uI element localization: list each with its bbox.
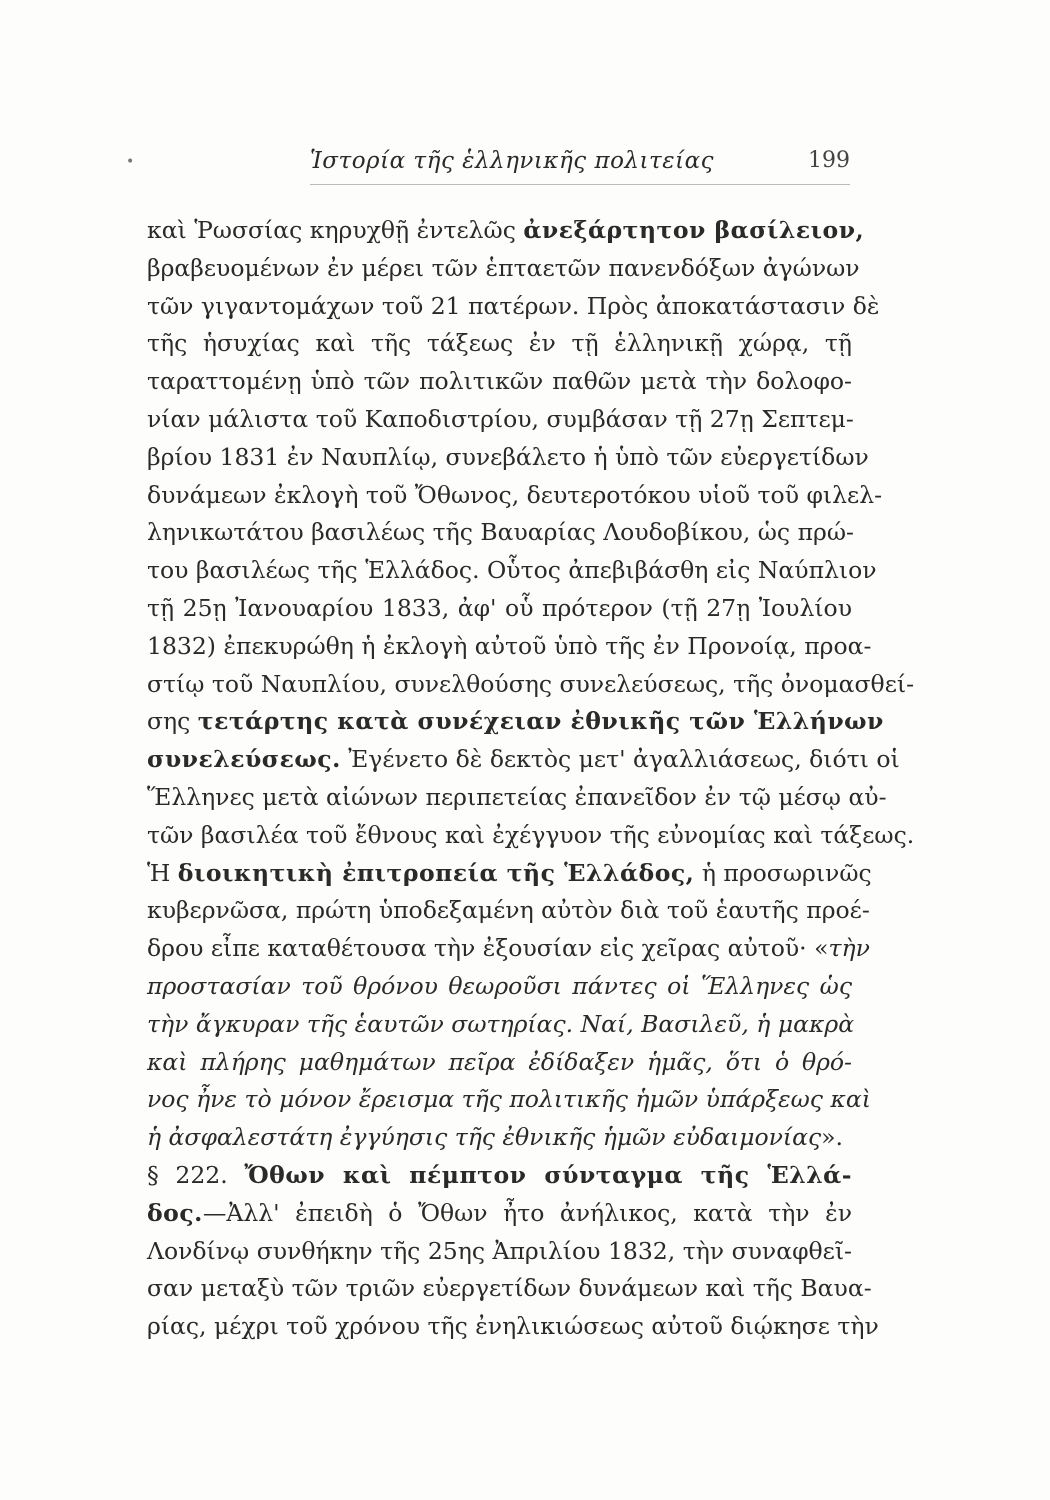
text-line: βραβευομένων ἐν μέρει τῶν ἑπταετῶν πανενδόξων ἀγώνων xyxy=(147,253,860,282)
section-number: § 222. xyxy=(147,1160,245,1189)
text-line: τῆς ἡσυχίας καὶ τῆς τάξεως ἐν τῇ ἑλληνικῇ χώρᾳ, τῇ xyxy=(147,329,852,358)
section-title: Ὄθων καὶ πέμπτον σύνταγμα τῆς Ἑλλά- xyxy=(244,1160,853,1189)
text-line: ταραττομένῃ ὑπὸ τῶν πολιτικῶν παθῶν μετὰ τὴν δολοφο- xyxy=(147,367,852,396)
text-line: βρίου 1831 ἐν Ναυπλίῳ, συνεβάλετο ἡ ὑπὸ τῶν εὐεργετίδων xyxy=(147,442,869,471)
text-line: κυβερνῶσα, πρώτη ὑποδεξαμένη αὐτὸν διὰ τοῦ ἑαυτῆς προέ- xyxy=(147,896,870,925)
text-line: Ἡ διοικητικὴ ἐπιτροπεία τῆς Ἑλλάδος, ἡ προσωρινῶς xyxy=(147,858,872,887)
page-header xyxy=(120,138,850,188)
bold-phrase: τετάρτης κατὰ συνέχειαν ἐθνικῆς τῶν Ἑλλήνων xyxy=(197,707,884,736)
bold-phrase: συνελεύσεως. xyxy=(147,745,341,774)
bold-phrase: ἀνεξάρτητον βασίλειον, xyxy=(523,216,865,244)
text-line: στίῳ τοῦ Ναυπλίου, συνελθούσης συνελεύσεως, τῆς ὀνομασθεί- xyxy=(147,669,915,698)
text-line: του βασιλέως τῆς Ἑλλάδος. Οὗτος ἀπεβιβάσθη εἰς Ναύπλιον xyxy=(147,556,877,585)
page-number: 199 xyxy=(808,148,850,173)
text-line: δος.—Ἀλλ' ἐπειδὴ ὁ Ὄθων ἦτο ἀνήλικος, κατὰ τὴν ἐν xyxy=(147,1198,852,1227)
text-line: τῇ 25ῃ Ἰανουαρίου 1833, ἀφ' οὗ πρότερον (τῇ 27ῃ Ἰουλίου xyxy=(147,593,852,622)
text-line: συνελεύσεως. Ἐγένετο δὲ δεκτὸς μετ' ἀγαλλιάσεως, διότι οἱ xyxy=(147,745,900,774)
body-text xyxy=(147,212,915,1346)
quote-line: καὶ πλήρης μαθημάτων πεῖρα ἐδίδαξεν ἡμᾶς, ὅτι ὁ θρό- xyxy=(147,1047,852,1076)
text-line: ρίας, μέχρι τοῦ χρόνου τῆς ἐνηλικιώσεως αὐτοῦ διῴκησε τὴν xyxy=(147,1312,879,1341)
header-dot: • xyxy=(126,154,135,170)
quote-line: ἡ ἀσφαλεστάτη ἐγγύησις τῆς ἐθνικῆς ἡμῶν εὐδαιμονίας». xyxy=(147,1123,844,1152)
text-line: ληνικωτάτου βασιλέως τῆς Βαυαρίας Λουδοβίκου, ὡς πρώ- xyxy=(147,518,854,547)
text-line: σαν μεταξὺ τῶν τριῶν εὐεργετίδων δυνάμεων καὶ τῆς Βαυα- xyxy=(147,1274,872,1303)
text-line: σης τετάρτης κατὰ συνέχειαν ἐθνικῆς τῶν Ἑλλήνων xyxy=(147,707,884,736)
text-line: δρου εἶπε καταθέτουσα τὴν ἐξουσίαν εἰς χεῖρας αὐτοῦ· «τὴν xyxy=(147,934,870,963)
text-line: νίαν μάλιστα τοῦ Καποδιστρίου, συμβάσαν τῇ 27ῃ Σεπτεμ- xyxy=(147,404,854,433)
text-line: τῶν γιγαντομάχων τοῦ 21 πατέρων. Πρὸς ἀποκατάστασιν δὲ xyxy=(147,291,880,320)
quote-line: προστασίαν τοῦ θρόνου θεωροῦσι πάντες οἱ Ἕλληνες ὡς xyxy=(147,971,852,1000)
quote-phrase: τὴν xyxy=(828,934,870,963)
text-line: δυνάμεων ἐκλογὴ τοῦ Ὄθωνος, δευτεροτόκου υἱοῦ τοῦ φιλελ- xyxy=(147,480,883,509)
text-line: Λονδίνῳ συνθήκην τῆς 25ης Ἀπριλίου 1832, τὴν συναφθεῖ- xyxy=(147,1236,852,1265)
section-heading-line xyxy=(147,1157,852,1195)
quote-line: νος ἦνε τὸ μόνον ἔρεισμα τῆς πολιτικῆς ἡμῶν ὑπάρξεως καὶ xyxy=(147,1085,871,1114)
text-line: καὶ Ῥωσσίας κηρυχθῇ ἐντελῶς ἀνεξάρτητον βασίλειον, xyxy=(147,216,865,244)
quote-line: τὴν ἄγκυραν τῆς ἑαυτῶν σωτηρίας. Ναί, Βασιλεῦ, ἡ μακρὰ xyxy=(147,1009,855,1038)
text-line: Ἕλληνες μετὰ αἰώνων περιπετείας ἐπανεῖδον ἐν τῷ μέσῳ αὐ- xyxy=(147,782,887,811)
section-title: δος. xyxy=(147,1198,203,1227)
running-head: Ἱστορία τῆς ἑλληνικῆς πολιτείας xyxy=(310,148,715,174)
bold-phrase: διοικητικὴ ἐπιτροπεία τῆς Ἑλλάδος, xyxy=(177,858,695,887)
text-line: τῶν βασιλέα τοῦ ἔθνους καὶ ἐχέγγυον τῆς εὐνομίας καὶ τάξεως. xyxy=(147,820,915,849)
header-rule xyxy=(310,184,850,185)
text-line: 1832) ἐπεκυρώθη ἡ ἐκλογὴ αὐτοῦ ὑπὸ τῆς ἐν Προνοίᾳ, προα- xyxy=(147,631,872,660)
